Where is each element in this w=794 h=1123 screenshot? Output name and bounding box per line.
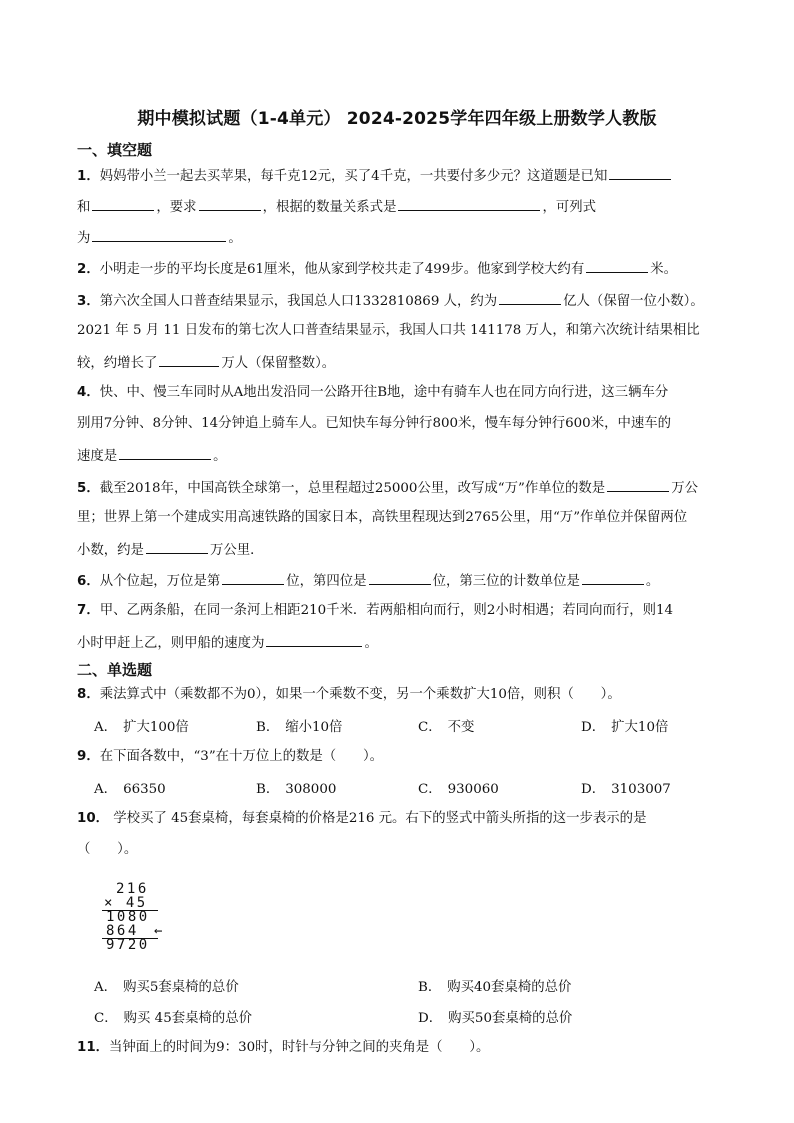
question-number: 4． xyxy=(77,385,100,400)
question-text: ，根据的数量关系式是 xyxy=(262,200,397,215)
vertical-multiplication xyxy=(100,882,190,952)
question-text: ，可列式 xyxy=(542,200,597,215)
arrow-left-icon: ← xyxy=(154,923,165,939)
question-5-line-2: 里；世界上第一个建成实用高速铁路的国家日本，高铁里程现达到2765公里，用“万”作单位并保留两位 xyxy=(77,510,688,525)
calc-multiplicand: 216 xyxy=(116,881,149,897)
question-5-line-3 xyxy=(77,539,747,561)
question-text: 较，约增长了 xyxy=(77,356,158,371)
calc-product: 9720 xyxy=(106,937,150,953)
question-number: 3． xyxy=(77,294,100,309)
question-1-line-3 xyxy=(77,227,747,249)
answer-blank[interactable] xyxy=(607,477,669,492)
question-5-line-1 xyxy=(77,477,747,499)
question-7-line-2 xyxy=(77,632,747,654)
question-text: 为 xyxy=(77,231,91,246)
question-4-line-1 xyxy=(77,383,747,403)
answer-blank[interactable] xyxy=(146,539,208,554)
question-text: 。 xyxy=(213,449,227,464)
question-number: 7． xyxy=(77,603,100,618)
question-text: 。 xyxy=(364,636,378,651)
question-text: 学校买了 45套桌椅，每套桌椅的价格是216 元。右下的竖式中箭头所指的这一步表示的是 xyxy=(109,811,647,826)
question-4-line-2: 别用7分钟、8分钟、14分钟追上骑车人。已知快车每分钟行800米，慢车每分钟行600米，中速车的 xyxy=(77,416,672,431)
question-text: ，要求 xyxy=(156,200,197,215)
option-c[interactable]: C． 930060 xyxy=(418,782,499,797)
question-number: 9． xyxy=(77,749,100,764)
option-d[interactable]: D． 购买50套桌椅的总价 xyxy=(418,1011,573,1026)
question-9 xyxy=(77,747,747,767)
question-text: 当钟面上的时间为9：30时，时针与分钟之间的夹角是（ ）。 xyxy=(109,1040,490,1055)
question-1-line-2 xyxy=(77,196,747,218)
question-number: 2． xyxy=(77,262,100,277)
answer-blank[interactable] xyxy=(92,227,226,242)
answer-blank[interactable] xyxy=(609,165,671,180)
question-text: 快、中、慢三车同时从A地出发沿同一公路开往B地，途中有骑车人也在同方向行进，这三辆车分 xyxy=(99,385,669,400)
question-text: 万公 xyxy=(671,481,698,496)
question-text: 万人（保留整数）。 xyxy=(221,356,336,371)
option-b[interactable]: B． 购买40套桌椅的总价 xyxy=(418,980,572,995)
question-3-line-3 xyxy=(77,352,747,374)
question-text: 在下面各数中，“3”在十万位上的数是（ ）。 xyxy=(99,749,384,764)
question-text: 亿人（保留一位小数）。 xyxy=(563,294,704,309)
page-title: 期中模拟试题（1-4单元） 2024-2025学年四年级上册数学人教版 xyxy=(137,109,657,129)
answer-blank[interactable] xyxy=(586,258,648,273)
question-11 xyxy=(77,1038,747,1058)
option-d[interactable]: D． 3103007 xyxy=(581,782,671,797)
answer-blank[interactable] xyxy=(499,290,561,305)
answer-blank[interactable] xyxy=(398,196,540,211)
option-c[interactable]: C． 不变 xyxy=(418,720,475,735)
question-text: 万公里． xyxy=(209,543,264,558)
question-text: 乘法算式中（乘数都不为0），如果一个乘数不变，另一个乘数扩大10倍，则积（ ）。 xyxy=(99,687,621,702)
answer-blank[interactable] xyxy=(92,196,154,211)
section-single-choice: 二、单选题 xyxy=(77,661,153,679)
question-text: 小时甲赶上乙，则甲船的速度为 xyxy=(77,636,265,651)
question-number: 10． xyxy=(77,811,110,826)
option-b[interactable]: B． 缩小10倍 xyxy=(256,720,343,735)
option-b[interactable]: B． 308000 xyxy=(256,782,337,797)
question-number: 8． xyxy=(77,687,100,702)
question-7-line-1 xyxy=(77,601,747,621)
question-number: 6． xyxy=(77,574,100,589)
question-number: 1． xyxy=(77,169,100,184)
question-2 xyxy=(77,258,747,280)
option-c[interactable]: C． 购买 45套桌椅的总价 xyxy=(94,1011,253,1026)
question-text: 小数，约是 xyxy=(77,543,144,558)
section-fill-in: 一、填空题 xyxy=(77,141,153,159)
answer-blank[interactable] xyxy=(222,570,284,585)
question-text: 第六次全国人口普查结果显示，我国总人口1332810869 人，约为 xyxy=(99,294,498,309)
option-a[interactable]: A． 购买5套桌椅的总价 xyxy=(94,980,239,995)
answer-blank[interactable] xyxy=(582,570,644,585)
option-a[interactable]: A． 66350 xyxy=(94,782,166,797)
question-number: 5． xyxy=(77,481,100,496)
question-text: 。 xyxy=(228,231,242,246)
question-text: 小明走一步的平均长度是61厘米，他从家到学校共走了499步。他家到学校大约有 xyxy=(99,262,585,277)
question-text: 从个位起，万位是第 xyxy=(99,574,221,589)
question-text: 截至2018年，中国高铁全球第一，总里程超过25000公里，改写成“万”作单位的数是 xyxy=(99,481,606,496)
answer-blank[interactable] xyxy=(369,570,431,585)
answer-blank[interactable] xyxy=(266,632,362,647)
answer-blank[interactable] xyxy=(199,196,261,211)
question-6 xyxy=(77,570,747,592)
question-text: 速度是 xyxy=(77,449,118,464)
option-a[interactable]: A． 扩大100倍 xyxy=(94,720,189,735)
question-1-line-1 xyxy=(77,165,747,187)
answer-blank[interactable] xyxy=(159,352,219,367)
option-d[interactable]: D． 扩大10倍 xyxy=(581,720,669,735)
calc-multiplier: × 45 xyxy=(104,895,148,911)
question-number: 11． xyxy=(77,1040,110,1055)
answer-blank[interactable] xyxy=(119,445,211,460)
question-text: 甲、乙两条船，在同一条河上相距210千米．若两船相向而行，则2小时相遇；若同向而行，则14 xyxy=(99,603,674,618)
calc-partial-1: 1080 xyxy=(106,909,150,925)
question-10-line-1 xyxy=(77,809,747,829)
question-text: 和 xyxy=(77,200,91,215)
question-4-line-3 xyxy=(77,445,747,467)
question-8 xyxy=(77,685,747,705)
calc-partial-2: 864 xyxy=(106,923,139,939)
question-text: 位，第三位的计数单位是 xyxy=(432,574,580,589)
question-text: 米。 xyxy=(650,262,677,277)
question-10-line-2: （ ）。 xyxy=(77,842,138,857)
question-text: 妈妈带小兰一起去买苹果，每千克12元，买了4千克，一共要付多少元？这道题是已知 xyxy=(99,169,608,184)
question-text: 。 xyxy=(645,574,660,589)
question-text: 位，第四位是 xyxy=(286,574,367,589)
question-3-line-2: 2021 年 5 月 11 日发布的第七次人口普查结果显示，我国人口共 141178 万人，和第六次统计结果相比 xyxy=(77,323,700,338)
question-3-line-1 xyxy=(77,290,747,312)
